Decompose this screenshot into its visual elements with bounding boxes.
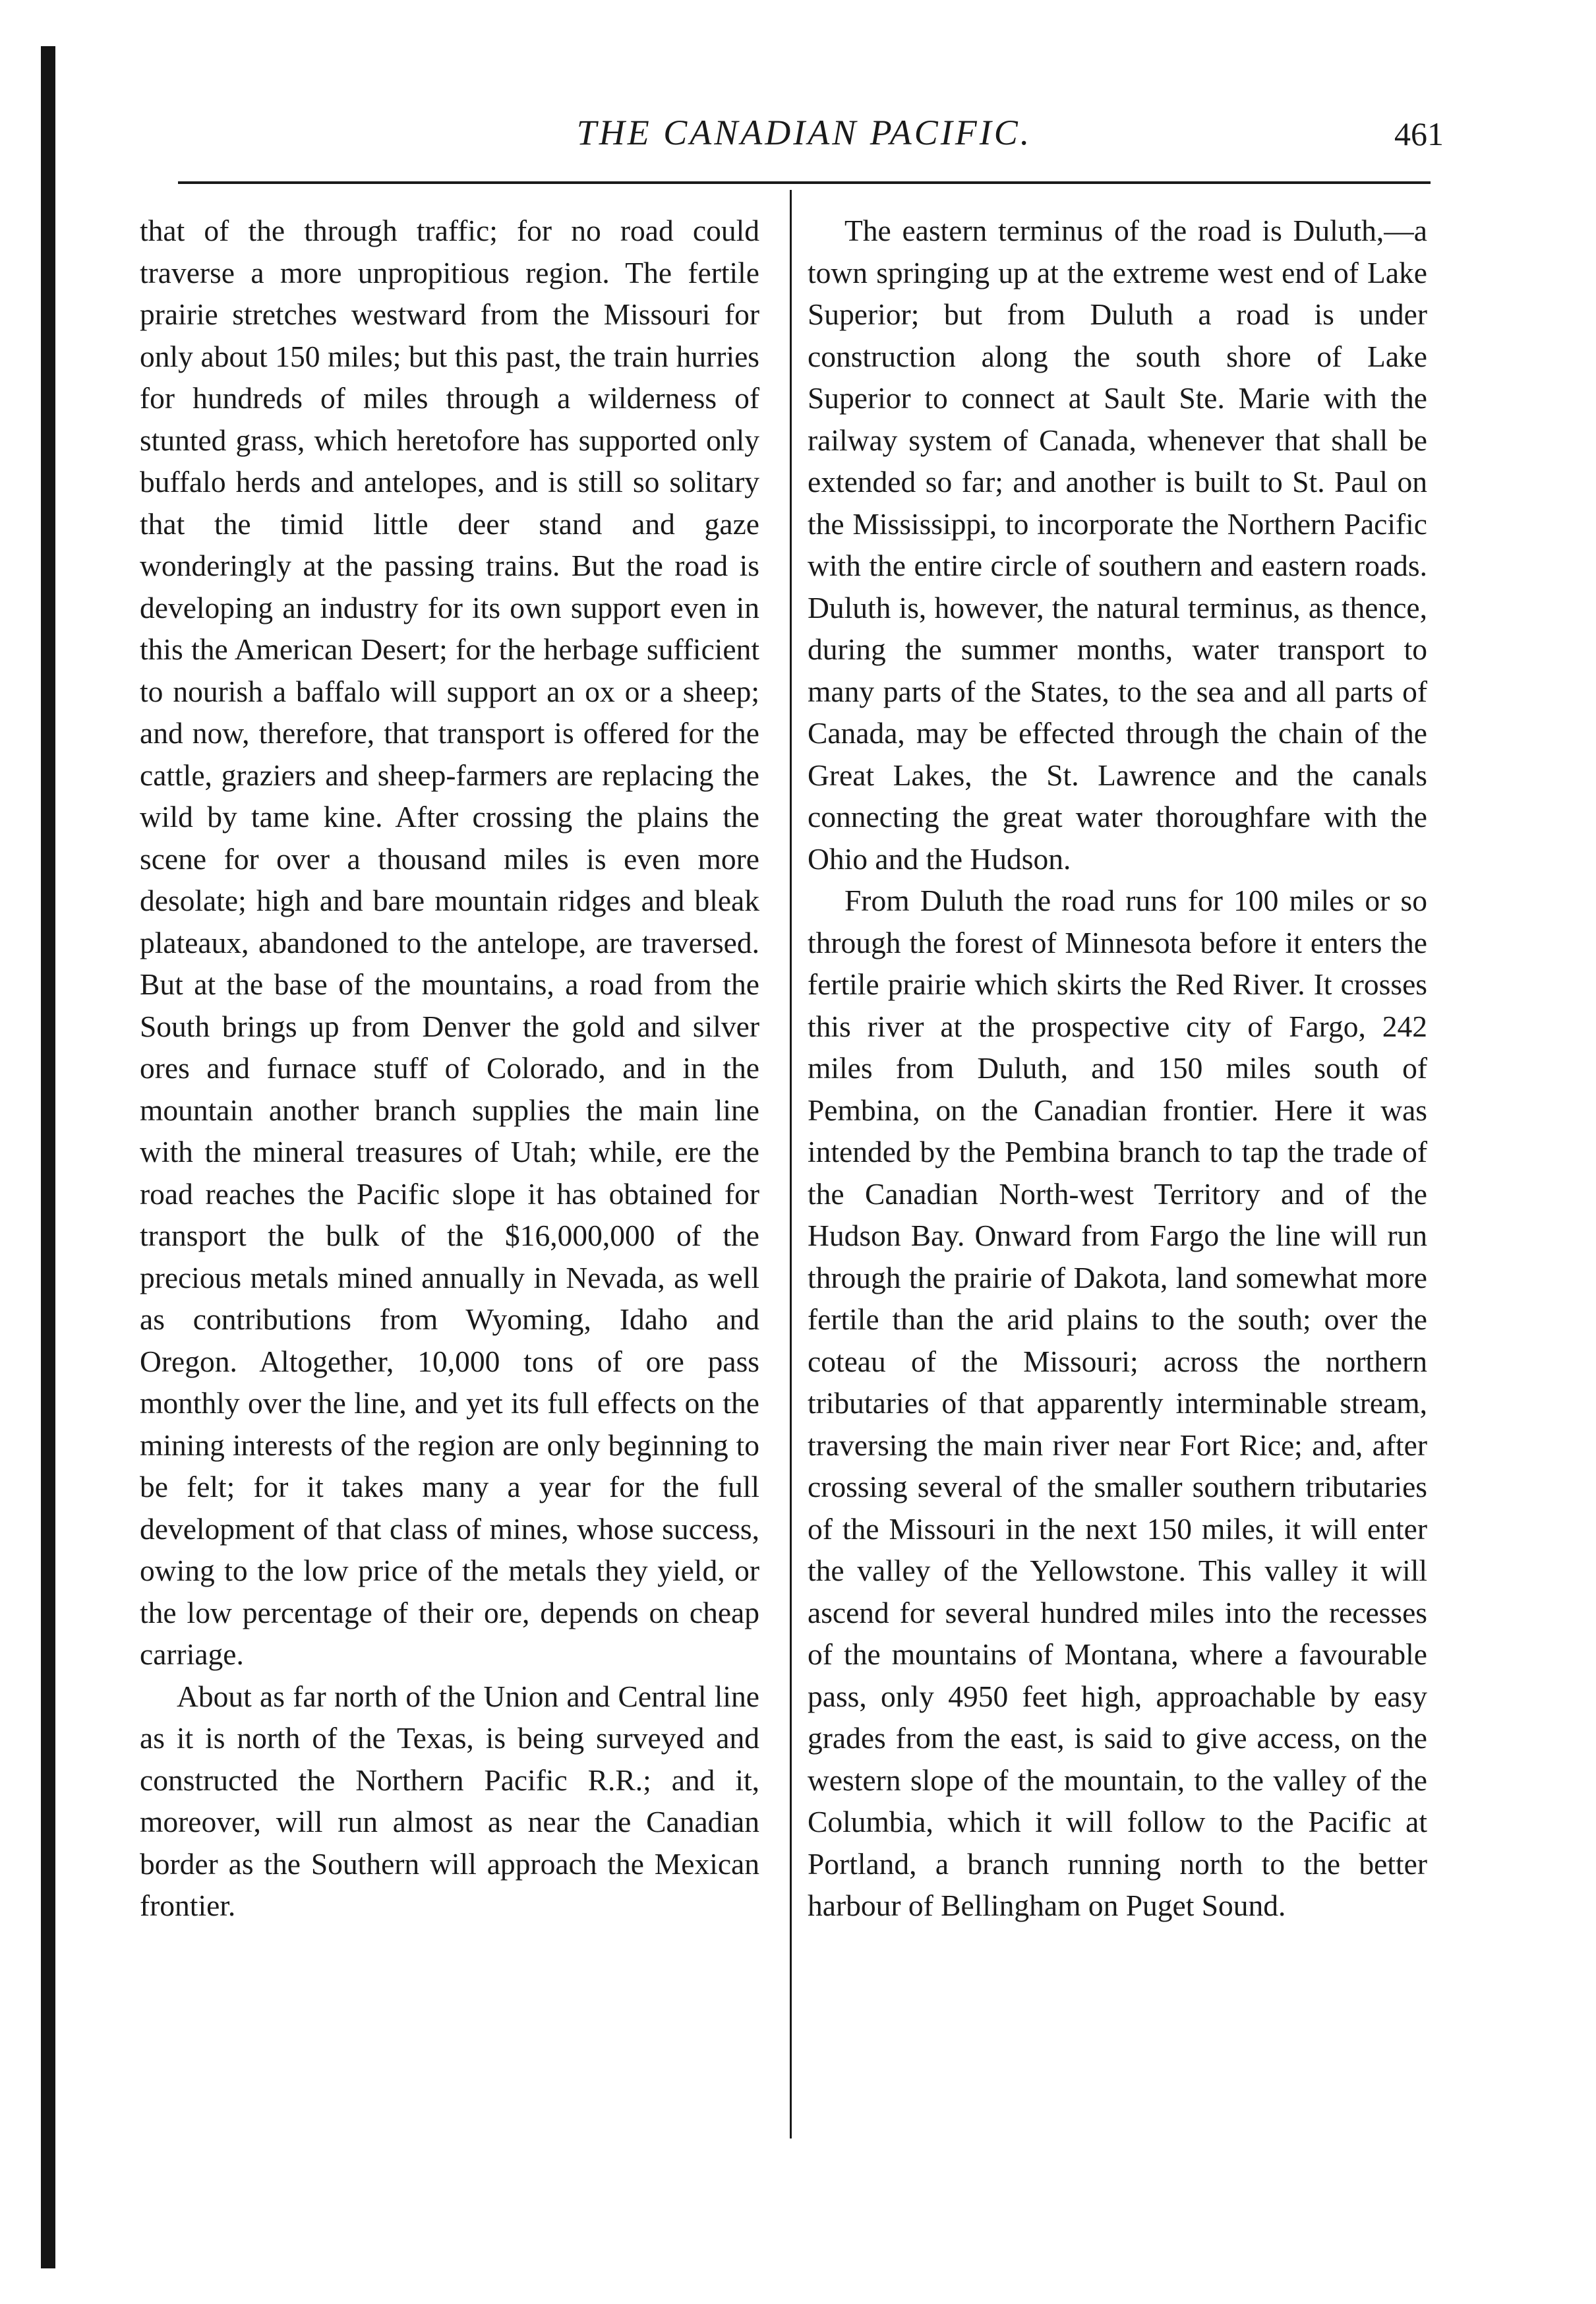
left-column xyxy=(140,210,759,1927)
running-title: THE CANADIAN PACIFIC. xyxy=(576,113,1032,152)
paragraph: About as far north of the Union and Central line as it is north of the Texas, is being surveyed and constructed the Northern Pacific R.R.; and it, moreover, will run almost as near the Canadian border as the Southern will approach the Mexican frontier. xyxy=(140,1679,759,1922)
paragraph: The eastern terminus of the road is Duluth,—a town springing up at the extreme west end of Lake Superior; but from Duluth a road is under construction along the south shore of Lake Superior to connect at Sault Ste. Marie with the railway system of Canada, whenever that shall be extended so far; and another is built to St. Paul on the Mississippi, to incorporate the Northern Pacific with the entire circle of southern and eastern roads. Duluth is, however, the natural terminus, as thence, during the summer months, water transport to many parts of the States, to the sea and all parts of Canada, may be effected through the chain of the Great Lakes, the St. Lawrence and the canals connecting the great water thoroughfare with the Ohio and the Hudson. xyxy=(808,214,1427,876)
page-header xyxy=(178,112,1444,171)
page-binding-edge xyxy=(41,46,55,2268)
right-column xyxy=(808,210,1427,1927)
paragraph: From Duluth the road runs for 100 miles or so through the forest of Minnesota before it enters the fertile prairie which skirts the Red River. It crosses this river at the prospective city of Fargo, 242 miles from Duluth, and 150 miles south of Pembina, on the Canadian frontier. Here it was intended by the Pembina branch to tap the trade of the Canadian North-west Territory and of the Hudson Bay. Onward from Fargo the line will run through the prairie of Dakota, land somewhat more fertile than the arid plains to the south; over the coteau of the Missouri; across the northern tributaries of that apparently interminable stream, traversing the main river near Fort Rice; and, after crossing several of the smaller southern tributaries of the Missouri in the next 150 miles, it will enter the valley of the Yellowstone. This valley it will ascend for several hundred miles into the recesses of the mountains of Montana, where a favourable pass, only 4950 feet high, approachable by easy grades from the east, is said to give access, on the western slope of the mountain, to the valley of the Columbia, which it will follow to the Pacific at Portland, a branch running north to the better harbour of Bellingham on Puget Sound. xyxy=(808,884,1427,1922)
header-rule xyxy=(178,181,1431,184)
column-divider xyxy=(790,190,792,2138)
paragraph: that of the through traffic; for no road could traverse a more unpropitious region. The fertile prairie stretches westward from the Missouri for only about 150 miles; but this past, the train hurries for hundreds of miles through a wilderness of stunted grass, which heretofore has supported only buffalo herds and antelopes, and is still so solitary that the timid little deer stand and gaze wonderingly at the passing trains. But the road is developing an industry for its own support even in this the American Desert; for the herbage sufficient to nourish a baffalo will support an ox or a sheep; and now, therefore, that transport is offered for the cattle, graziers and sheep-farmers are replacing the wild by tame kine. After crossing the plains the scene for over a thousand miles is even more desolate; high and bare mountain ridges and bleak plateaux, abandoned to the antelope, are traversed. But at the base of the mountains, a road from the South brings up from Denver the gold and silver ores and furnace stuff of Colorado, and in the mountain another branch supplies the main line with the mineral treasures of Utah; while, ere the road reaches the Pacific slope it has obtained for transport the bulk of the $16,000,000 of the precious metals mined annually in Nevada, as well as contributions from Wyoming, Idaho and Oregon. Altogether, 10,000 tons of ore pass monthly over the line, and yet its full effects on the mining interests of the region are only beginning to be felt; for it takes many a year for the full development of that class of mines, whose success, owing to the low price of the metals they yield, or the low percentage of their ore, depends on cheap carriage. xyxy=(140,214,759,1671)
page-number: 461 xyxy=(1394,115,1444,152)
